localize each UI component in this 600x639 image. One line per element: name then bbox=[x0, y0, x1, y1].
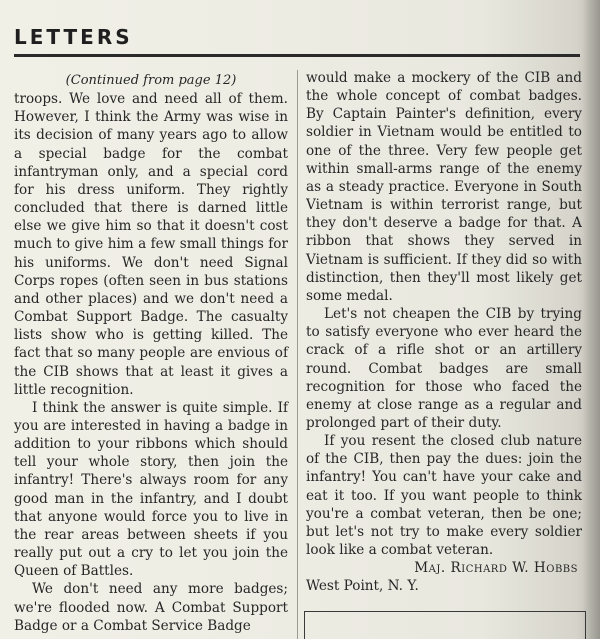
letter-signature: Maj. Richard W. Hobbs bbox=[414, 560, 578, 577]
left-paragraph-1: troops. We love and need all of them. However, I think the Army was wise in its decision of many years ago to allow a special badge for the combat infantryman only, and a special cord for his dress uniform. They rightly concluded that there is darned little else we give him so that it doesn't cost much to give him a few small things for his uniforms. We don't need Signal Corps ropes (often seen in bus stations and other places) and we don't need a Combat Support Badge. The casualty lists show who is getting killed. The fact that so many people are envious of the CIB shows that at least it gives a little recognition. bbox=[14, 91, 288, 398]
next-item-box bbox=[304, 611, 586, 639]
right-text-column bbox=[306, 69, 582, 596]
section-header bbox=[14, 24, 580, 57]
letter-location: West Point, N. Y. bbox=[306, 578, 419, 595]
continued-note: (Continued from page 12) bbox=[65, 73, 237, 88]
column-divider bbox=[297, 70, 298, 639]
right-paragraph-2: Let's not cheapen the CIB by trying to satisfy everyone who ever heard the crack of a rifle shot or an artillery round. Combat badges are small recognition for those who faced the enemy at close range as a regular and prolonged part of their duty. bbox=[306, 306, 582, 431]
left-paragraph-3: We don't need any more badges; we're flooded now. A Combat Support Badge or a Combat Service Badge bbox=[14, 581, 288, 634]
right-paragraph-3: If you resent the closed club nature of the CIB, then pay the dues: join the infantry! You can't have your cake and eat it too. If you want people to think you're a combat veteran, then be one; but let's not try to make every soldier look like a combat veteran. bbox=[306, 433, 582, 559]
left-paragraph-2: I think the answer is quite simple. If you are interested in having a badge in addition to your ribbons which should tell your whole story, then join the infantry! There's always room for any good man in the infantry, and I doubt that anyone would force you to live in the rear areas between sheets if you really put out a cry to let you join the Queen of Battles. bbox=[14, 399, 288, 580]
right-paragraph-1: would make a mockery of the CIB and the whole concept of combat badges. By Captain Painter's definition, every soldier in Vietnam would be entitled to one of the three. Very few people get within small-arms range of the enemy as a steady practice. Everyone in South Vietnam is within terrorist range, but they don't deserve a badge for that. A ribbon that shows they served in Vietnam is sufficient. If they did so with distinction, then they'll most likely get some medal. bbox=[306, 70, 582, 304]
section-title: LETTERS bbox=[14, 25, 133, 49]
page-binding-shadow bbox=[582, 0, 600, 639]
left-text-column bbox=[14, 72, 288, 635]
